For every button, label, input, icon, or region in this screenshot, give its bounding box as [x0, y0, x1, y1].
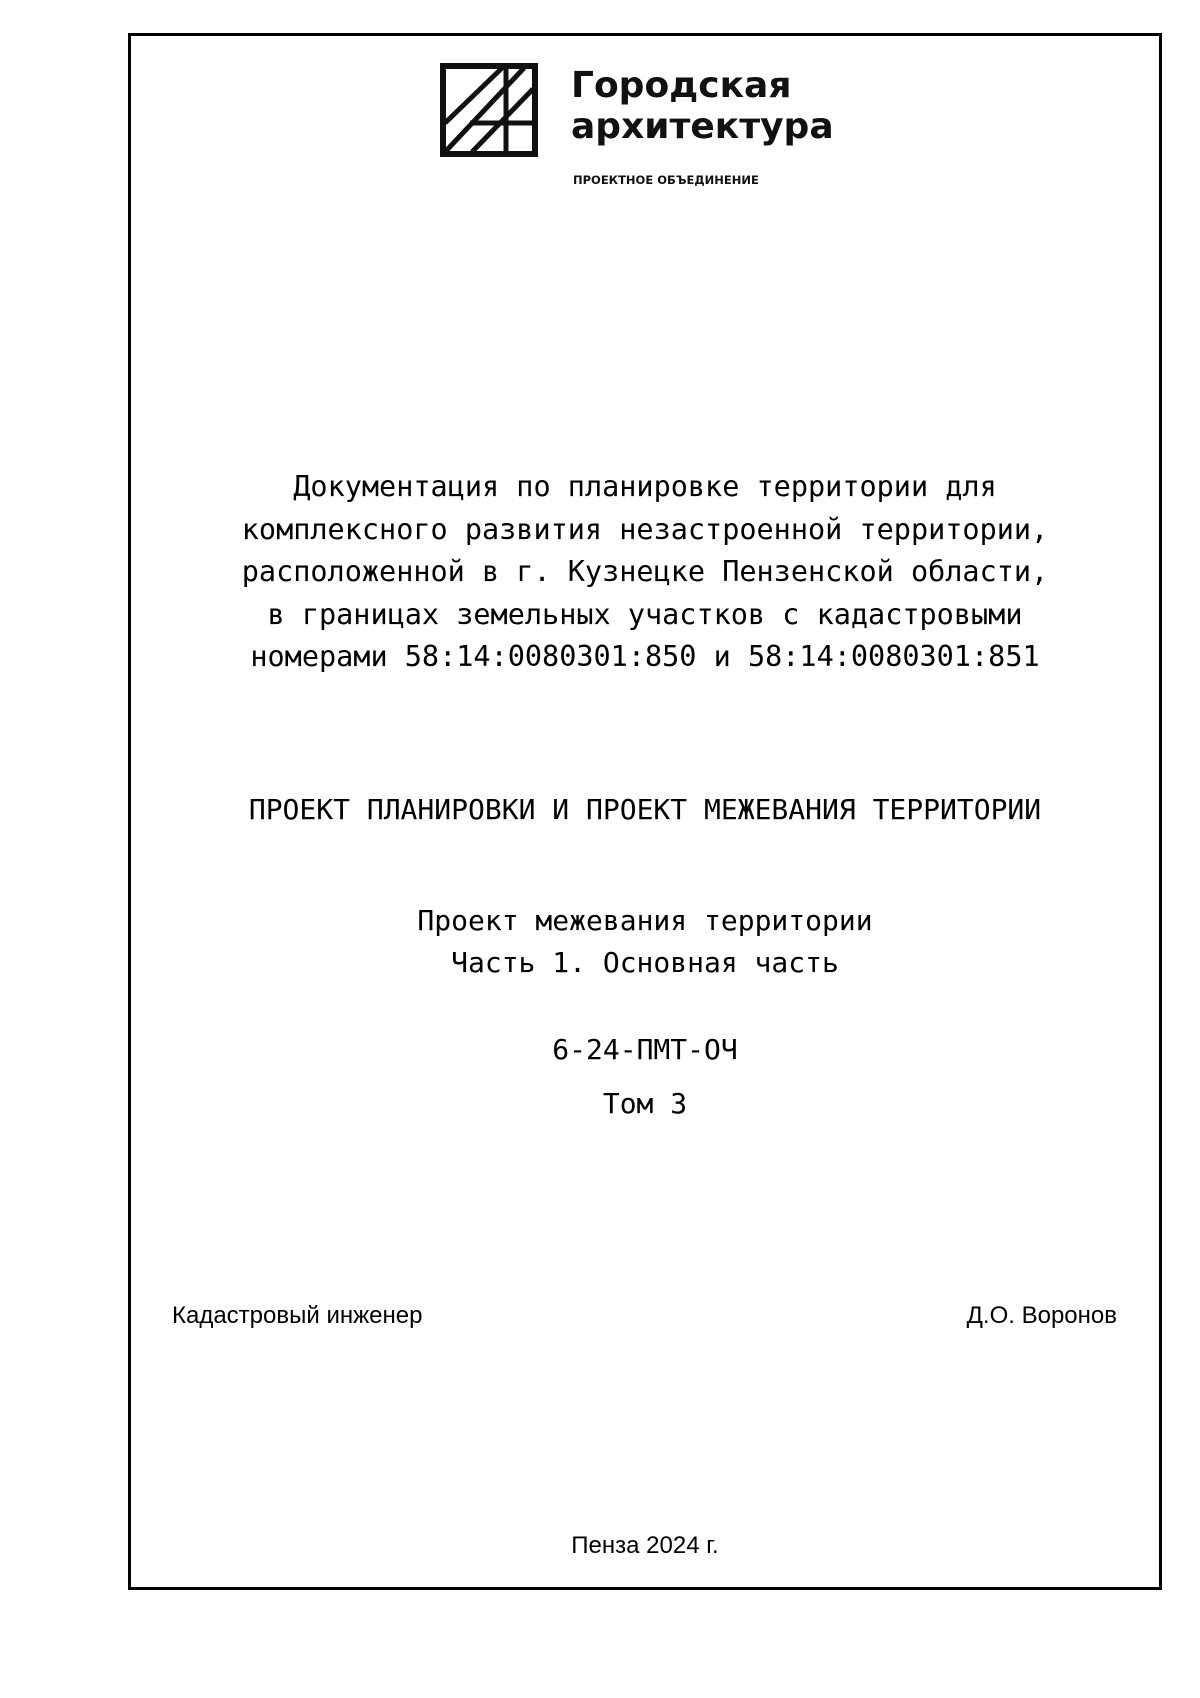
- document-code: 6-24-ПМТ-ОЧ: [552, 1033, 738, 1066]
- section-subtitle: [128, 900, 1162, 984]
- document-title: [128, 466, 1162, 679]
- company-logo: [440, 63, 860, 203]
- signer-name: Д.О. Воронов: [966, 1302, 1117, 1329]
- volume-number: Том 3: [602, 1087, 688, 1120]
- subtitle-line: Часть 1. Основная часть: [451, 946, 839, 979]
- document-title-line: комплексного развития незастроенной территории,: [241, 512, 1049, 546]
- architecture-logo-icon: [440, 63, 538, 157]
- document-title-line: номерами 58:14:0080301:850 и 58:14:0080301:851: [250, 640, 1040, 673]
- document-title-line: расположенной в г. Кузнецке Пензенской области,: [241, 555, 1049, 588]
- document-title-line: Документация по планировке территории для: [293, 470, 997, 503]
- document-title-line: в границах земельных участков с кадастровыми: [267, 597, 1023, 631]
- project-title: ПРОЕКТ ПЛАНИРОВКИ И ПРОЕКТ МЕЖЕВАНИЯ ТЕРРИТОРИИ: [248, 793, 1042, 826]
- signer-role: Кадастровый инженер: [172, 1302, 423, 1329]
- logo-name-line1: Городская: [571, 65, 792, 106]
- logo-subtitle: ПРОЕКТНОЕ ОБЪЕДИНЕНИЕ: [573, 173, 759, 187]
- subtitle-line: Проект межевания территории: [417, 904, 873, 937]
- logo-name-line2: архитектура: [571, 106, 834, 147]
- place-year: Пенза 2024 г.: [571, 1532, 719, 1559]
